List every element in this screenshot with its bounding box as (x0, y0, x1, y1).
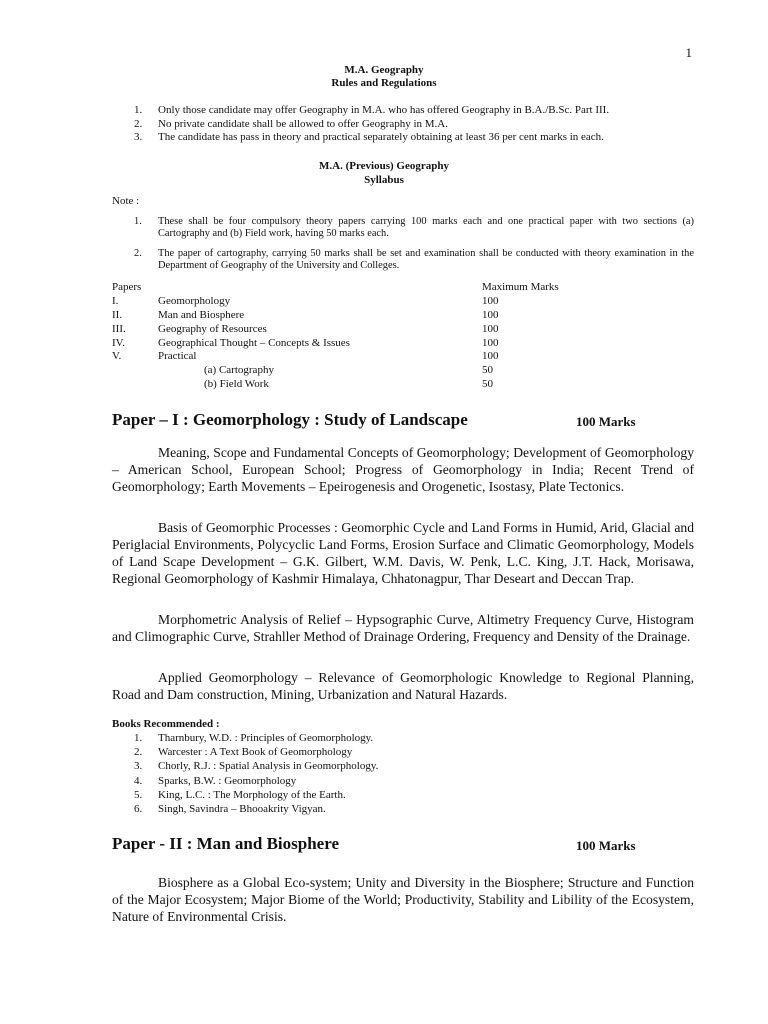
list-item (112, 118, 694, 132)
paper-number: V. (112, 350, 122, 363)
list-text: Only those candidate may offer Geography in M.A. who has offered Geography in B.A./B.Sc. Part III. (158, 104, 610, 116)
papers-header: Papers (112, 281, 142, 293)
list-item (112, 745, 694, 759)
sub-paper-marks: 50 (482, 364, 493, 377)
paper-number: I. (112, 294, 119, 307)
max-marks-header: Maximum Marks (482, 281, 559, 293)
list-number: 3. (134, 760, 143, 773)
book-title: Warcester : A Text Book of Geomorphology (158, 746, 353, 759)
paper2-paragraph-1: Biosphere as a Global Eco-system; Unity and Diversity in the Biosphere; Structure and Function of the Major Ecosystem; Major Biome of the World; Productivity, Stability and Libility of the Ecosystem, Nature of Environmental Crisis. (112, 875, 694, 924)
list-number: 4. (134, 774, 143, 787)
list-text: No private candidate shall be allowed to offer Geography in M.A. (158, 117, 448, 130)
sub-paper-name: (a) Cartography (204, 364, 274, 377)
list-text: The candidate has pass in theory and practical separately obtaining at least 36 per cent marks in each. (158, 131, 604, 144)
paper-name: Geomorphology (158, 294, 231, 307)
list-number: 2. (134, 117, 143, 130)
list-item (112, 248, 694, 273)
paper-marks: 100 (482, 350, 499, 363)
paper1-marks: 100 Marks (576, 414, 636, 429)
list-item (112, 759, 694, 773)
paper-name: Practical (158, 350, 197, 363)
paper-name: Man and Biosphere (158, 308, 245, 321)
paper1-paragraph-3: Morphometric Analysis of Relief – Hypsographic Curve, Altimetry Frequency Curve, Histogram and Climographic Curve, Strahller Method of Drainage Ordering, Frequency and Density of the Drainage. (112, 612, 694, 644)
book-title: King, L.C. : The Morphology of the Earth. (158, 788, 346, 801)
books-list (112, 731, 694, 816)
document-subtitle: Rules and Regulations (331, 77, 437, 89)
paper-name: Geographical Thought – Concepts & Issues (158, 336, 350, 349)
list-item (112, 131, 694, 145)
list-number: 2. (134, 746, 143, 759)
list-number: 1. (134, 216, 142, 227)
paper1-heading-row (112, 410, 694, 430)
paper-marks: 100 (482, 322, 499, 335)
list-item (112, 774, 694, 788)
rules-list (112, 104, 694, 145)
notes-list (112, 216, 694, 273)
paper-name: Geography of Resources (158, 322, 267, 335)
paper2-heading-row (112, 834, 694, 854)
list-number: 2. (134, 247, 142, 259)
list-number: 1. (134, 104, 143, 116)
paper-marks: 100 (482, 294, 499, 307)
list-item (112, 731, 694, 745)
list-number: 3. (134, 131, 143, 144)
list-item (112, 802, 694, 816)
table-sub-row (112, 378, 694, 392)
table-header (112, 281, 694, 295)
books-recommended-title: Books Recommended : (112, 718, 220, 730)
table-row (112, 309, 694, 323)
book-title: Tharnbury, W.D. : Principles of Geomorphology. (158, 732, 374, 744)
list-text: These shall be four compulsory theory papers carrying 100 marks each and one practical paper with two sections (a) Cartography and (b) Field work, having 50 marks each. (158, 216, 694, 240)
paper-number: III. (112, 322, 126, 335)
list-text: The paper of cartography, carrying 50 marks shall be set and examination shall be conducted with theory examination in the Department of Geography of the University and Colleges. (158, 247, 694, 272)
sub-paper-marks: 50 (482, 378, 493, 391)
list-number: 6. (134, 803, 143, 816)
list-number: 5. (134, 788, 143, 801)
paper1-heading: Paper – I : Geomorphology : Study of Landscape (112, 410, 468, 429)
list-item (112, 788, 694, 802)
book-title: Sparks, B.W. : Geomorphology (158, 774, 297, 787)
table-row (112, 350, 694, 364)
page-number: 1 (685, 45, 692, 60)
paper2-marks: 100 Marks (576, 838, 636, 853)
paper1-paragraph-2: Basis of Geomorphic Processes : Geomorphic Cycle and Land Forms in Humid, Arid, Glacial and Periglacial Environments, Polycyclic Land Forms, Erosion Surface and Climatic Geomorphology, Models of Land Scape Development – G.K. Gilbert, W.M. Davis, W. Penk, L.C. King, J.T. Hack, Morisawa, Regional Geomorphology of Kashmir Himalaya, Chhatonagpur, Thar Deseart and Deccan Trap. (112, 520, 694, 586)
sub-paper-name: (b) Field Work (204, 378, 269, 391)
paper-marks: 100 (482, 308, 499, 321)
syllabus-title: M.A. (Previous) Geography (319, 160, 449, 172)
table-row (112, 295, 694, 309)
paper-number: II. (112, 308, 123, 321)
list-number: 1. (134, 732, 143, 744)
list-item (112, 216, 694, 241)
paper1-paragraph-1: Meaning, Scope and Fundamental Concepts of Geomorphology; Development of Geomorphology – American School, European School; Progress of Geomorphology in India; Recent Trend of Geomorphology; Earth Movements – Epeirogenesis and Orogenetic, Isostasy, Plate Tectonics. (112, 445, 694, 494)
book-title: Chorly, R.J. : Spatial Analysis in Geomorphology. (158, 760, 379, 773)
list-item (112, 104, 694, 118)
papers-table (112, 281, 694, 392)
paper2-heading: Paper - II : Man and Biosphere (112, 834, 340, 853)
table-row (112, 337, 694, 351)
paper-number: IV. (112, 336, 125, 349)
document-title: M.A. Geography (344, 64, 424, 76)
table-row (112, 323, 694, 337)
book-title: Singh, Savindra – Bhooakrity Vigyan. (158, 803, 326, 816)
syllabus-subtitle: Syllabus (364, 174, 404, 186)
note-label: Note : (112, 195, 140, 207)
paper-marks: 100 (482, 336, 499, 349)
table-sub-row (112, 364, 694, 378)
paper1-paragraph-4: Applied Geomorphology – Relevance of Geomorphologic Knowledge to Regional Planning, Road and Dam construction, Mining, Urbanization and Natural Hazards. (112, 670, 694, 702)
